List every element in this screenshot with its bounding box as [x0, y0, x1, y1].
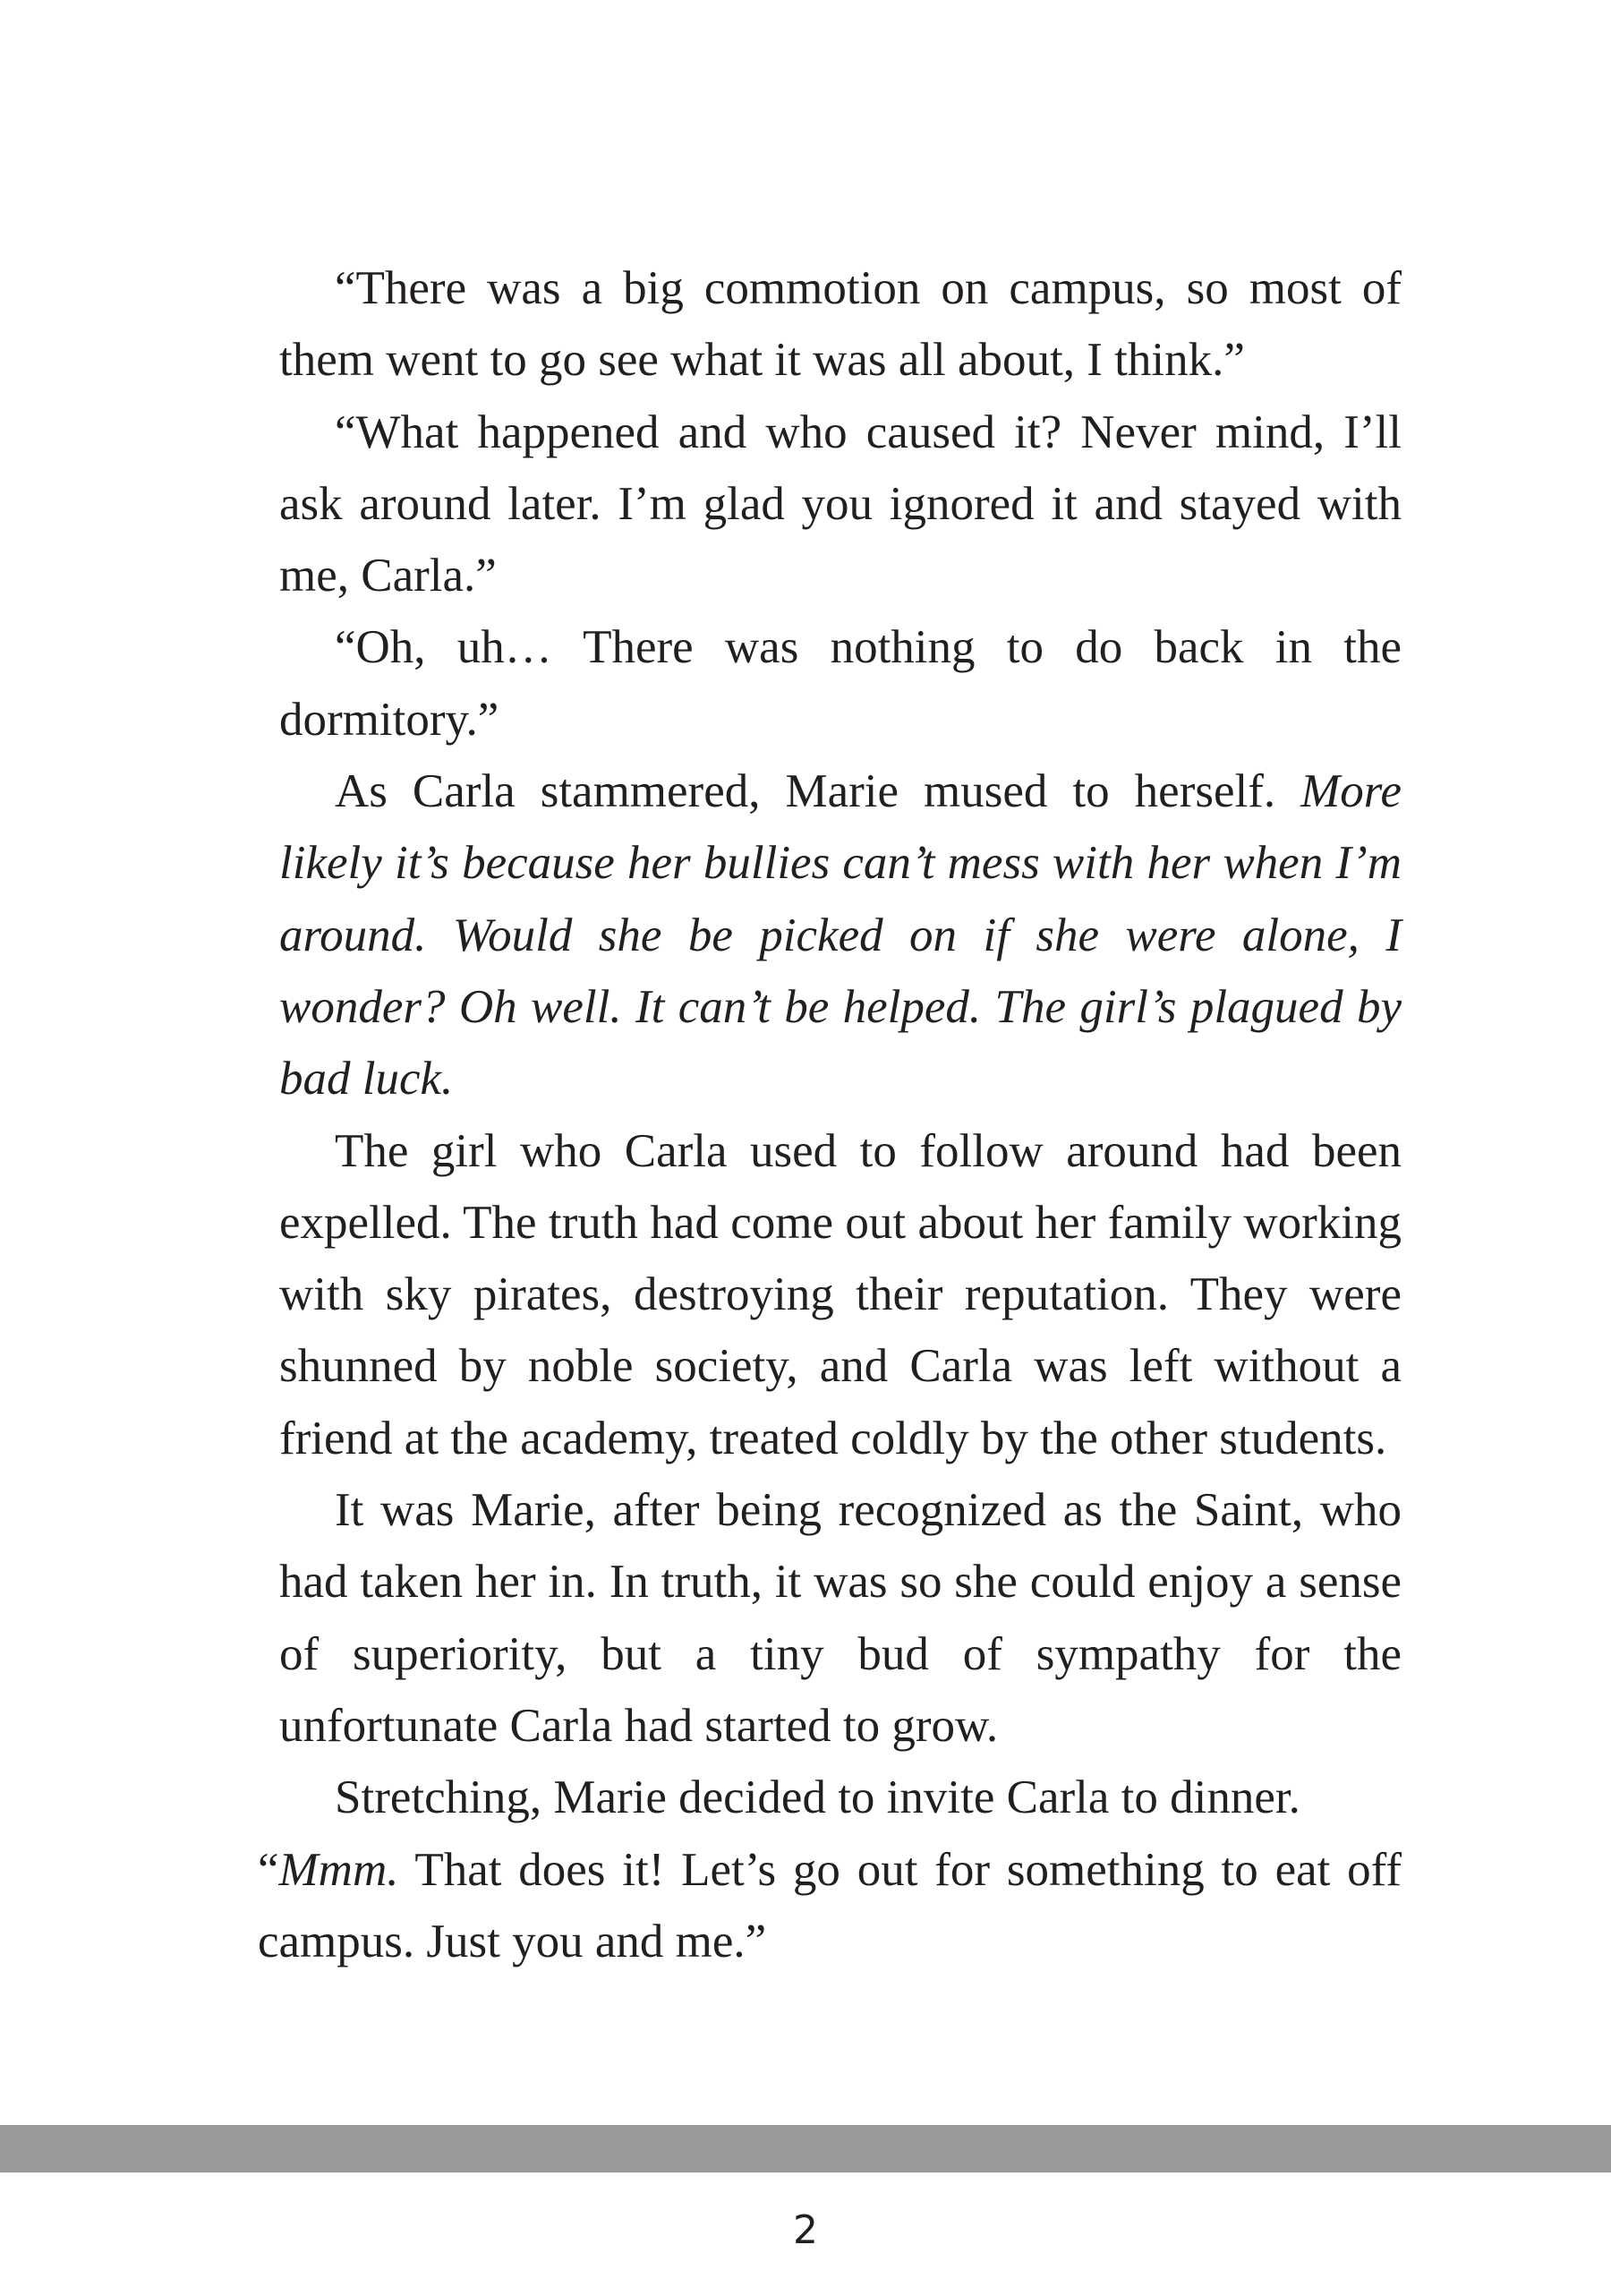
paragraph — [279, 397, 1402, 612]
footer-bar — [0, 2125, 1611, 2172]
paragraph — [279, 252, 1402, 397]
emphasis-italic: Mmm. — [278, 1843, 399, 1896]
text-run: “What happened and who caused it? Never mind, I’ll ask around later. I’m glad you ignored it and stayed with me, Carla.” — [279, 405, 1402, 602]
paragraph — [279, 1115, 1402, 1474]
text-run: “Oh, uh… There was nothing to do back in the dormitory.” — [279, 621, 1402, 746]
text-run: As Carla stammered, Marie mused to herself. — [335, 765, 1301, 818]
text-run: “ — [258, 1843, 279, 1896]
text-run: That does it! Let’s go out for something to eat off campus. Just you and me.” — [258, 1843, 1402, 1967]
paragraph — [258, 1834, 1402, 1978]
text-run: It was Marie, after being recognized as the Saint, who had taken her in. In truth, it was so she could enjoy a sense of superiority, but a tiny bud of sympathy for the unfortunate Carla had started to grow. — [279, 1484, 1402, 1752]
text-run: The girl who Carla used to follow around had been expelled. The truth had come out about her family working with sky pirates, destroying their reputation. They were shunned by noble society, and Carla was left without a friend at the academy, treated coldly by the other students. — [279, 1124, 1402, 1464]
paragraph — [279, 611, 1402, 755]
inner-thought-italic: More likely it’s because her bullies can’t mess with her when I’m around. Would she be picked on if she were alone, I wonder? Oh well. It can’t be helped. The girl’s plagued by bad luck. — [279, 765, 1402, 1105]
text-run: Stretching, Marie decided to invite Carla to dinner. — [335, 1771, 1300, 1824]
text-run: “There was a big commotion on campus, so most of them went to go see what it was all about, I think.” — [279, 262, 1402, 387]
paragraph — [279, 1762, 1402, 1833]
paragraph — [279, 755, 1402, 1114]
page-number: 2 — [793, 2207, 818, 2253]
paragraph — [279, 1474, 1402, 1762]
body-text — [258, 252, 1402, 1977]
